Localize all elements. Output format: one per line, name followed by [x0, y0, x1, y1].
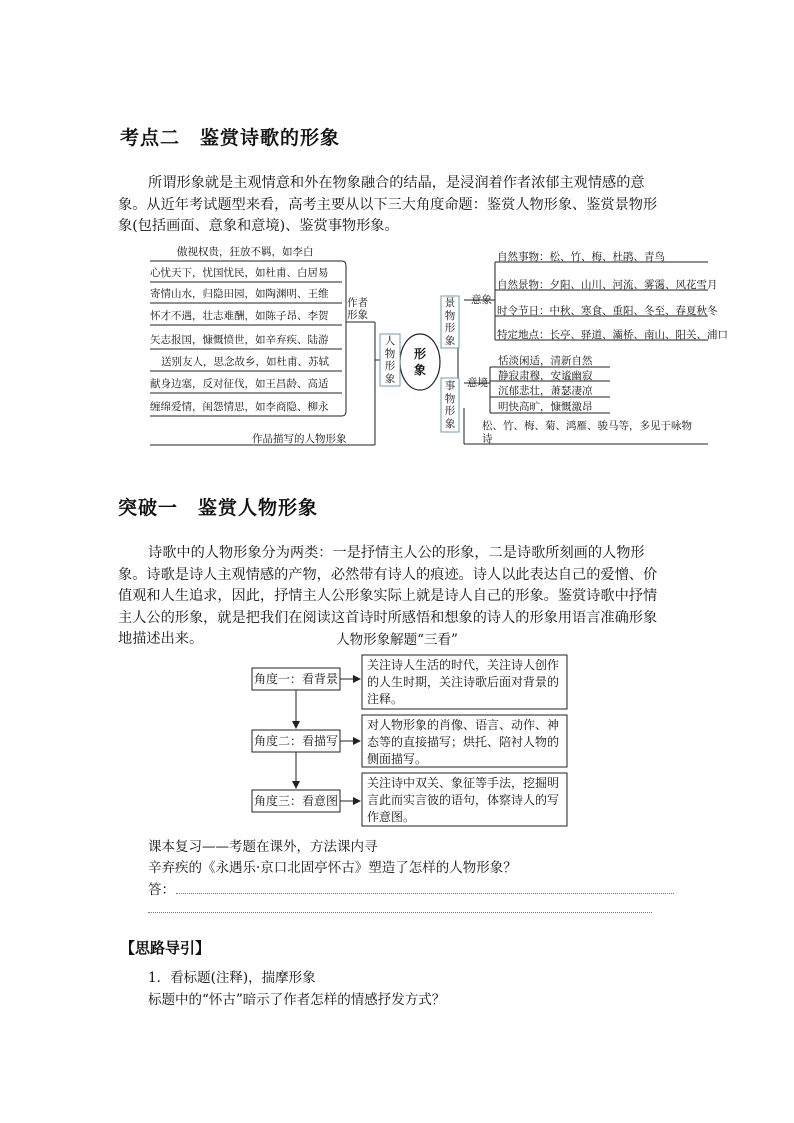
yijing-label: 意境 — [467, 377, 488, 389]
review-line: 课本复习——考题在课外，方法课内寻 — [148, 839, 378, 855]
left-main-label: 人物形象 — [384, 335, 396, 385]
section-title: 考点二 鉴赏诗歌的形象 — [120, 127, 341, 149]
guide-question-1: 标题中的“怀古”暗示了作者怎样的情感抒发方式？ — [148, 992, 446, 1008]
yixiang-item: 自然景物：夕阳、山川、河流、雾霭、风花雪月 — [497, 279, 718, 291]
author-item: 矢志报国，慷慨愤世，如辛弃疾、陆游 — [150, 334, 329, 346]
author-label: 作者形象 — [347, 297, 368, 321]
yixiang-label: 意象 — [471, 294, 492, 306]
author-item: 送别友人，思念故乡，如杜甫、苏轼 — [161, 356, 329, 368]
yixiang-item: 时令节日：中秋、寒食、重阳、冬至、春夏秋冬 — [497, 305, 718, 317]
yixiang-item: 特定地点：长亭、驿道、灞桥、南山、阳关、浦口 — [497, 329, 728, 341]
thing-item: 松、竹、梅、菊、鸿雁、骏马等，多见于咏物诗 — [482, 420, 692, 445]
breakthrough-title: 突破一 鉴赏人物形象 — [118, 497, 319, 519]
angle-3-detail: 关注诗中双关、象征等手法，挖掘明言此而实言彼的语句，体察诗人的写作意图。 — [367, 776, 560, 824]
author-item: 怀才不遇，壮志难酬，如陈子昂、李贺 — [150, 310, 329, 322]
angle-2: 角度二：看描写 — [253, 734, 338, 748]
yijing-item: 恬淡闲适，清新自然 — [498, 355, 593, 367]
work-item: 作品描写的人物形象 — [252, 433, 347, 445]
guide-step-1: 1．看标题(注释)，揣摩形象 — [148, 970, 316, 986]
author-item: 献身边塞，反对征伐，如王昌龄、高适 — [150, 378, 329, 390]
answer-label: 答： — [148, 882, 175, 898]
angle-1: 角度一：看背景 — [253, 672, 338, 686]
author-item: 傲视权贵，狂放不羁，如李白 — [177, 246, 314, 258]
breakthrough-text: 诗歌中的人物形象分为两类：一是抒情主人公的形象，二是诗歌所刻画的人物形象。诗歌是诗人主观情感的产物，必然带有诗人的痕迹。诗人以此表达自己的爱憎、价值观和人生追求，因此，抒情主人公形象实际上就是诗人自己的形象。鉴赏诗歌中抒情主人公的形象，就是把我们在阅读这首诗时所感悟和想象的诗人的形象用语言准确形象地描述出来。 — [118, 545, 658, 647]
thing-main-label: 事物形象 — [444, 380, 456, 430]
angle-1-detail: 关注诗人生活的时代，关注诗人创作的人生时期，关注诗歌后面对背景的注释。 — [367, 658, 560, 706]
angle-2-detail: 对人物形象的肖像、语言、动作、神态等的直接描写；烘托、陪衬人物的侧面描写。 — [367, 718, 560, 766]
intro-text: 所谓形象就是主观情意和外在物象融合的结晶，是浸润着作者浓郁主观情感的意象。从近年考试题型来看，高考主要从以下三大角度命题：鉴赏人物形象、鉴赏景物形象(包括画面、意象和意境)、鉴赏事物形象。 — [118, 175, 658, 234]
answer-line-1[interactable] — [176, 893, 674, 894]
guide-title: 【思路导引】 — [120, 939, 211, 957]
yijing-item: 沉郁悲壮，萧瑟凄凉 — [498, 385, 593, 397]
yijing-item: 明快高旷，慷慨激昂 — [498, 401, 593, 413]
angle-3: 角度三：看意图 — [253, 794, 338, 808]
yixiang-item: 自然事物：松、竹、梅、杜鹃、青鸟 — [497, 251, 665, 263]
review-question: 辛弃疾的《永遇乐·京口北固亭怀古》塑造了怎样的人物形象？ — [148, 860, 517, 876]
scene-main-label: 景物形象 — [444, 297, 456, 347]
flow-title: 人物形象解题“三看” — [336, 632, 458, 648]
author-item: 寄情山水，归隐田园，如陶渊明、王维 — [150, 288, 329, 300]
answer-line-2[interactable] — [148, 912, 652, 913]
author-item: 心忧天下，忧国忧民，如杜甫、白居易 — [150, 267, 329, 279]
author-item: 缠绵爱情，闺怨情思，如李商隐、柳永 — [150, 401, 329, 413]
yijing-item: 静寂肃穆，安谧幽寂 — [498, 370, 593, 382]
center-label: 形象 — [413, 347, 426, 377]
